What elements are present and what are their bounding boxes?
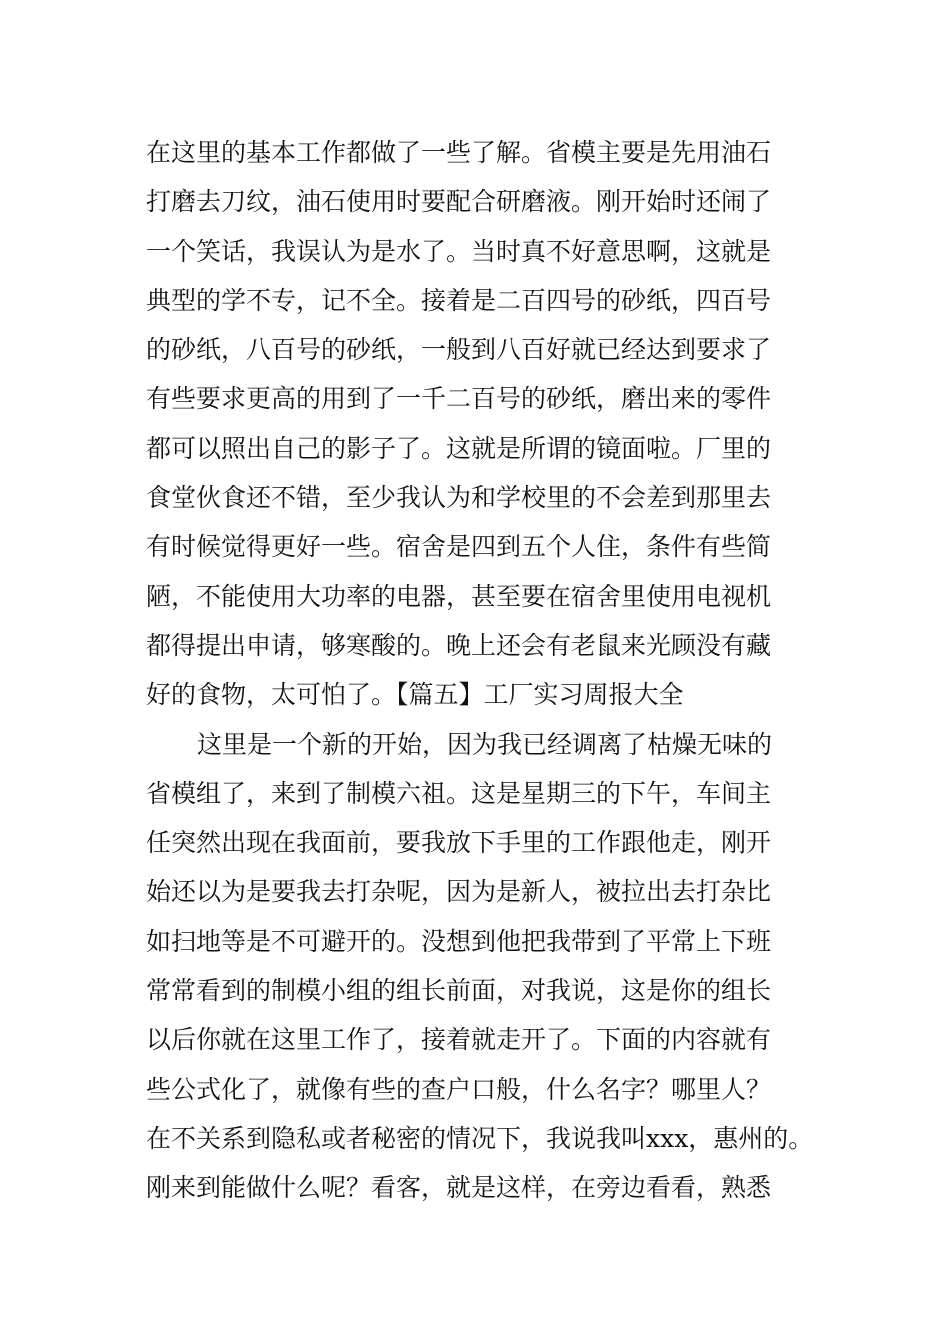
- text-line: 一个笑话，我误认为是水了。当时真不好意思啊，这就是: [146, 236, 772, 266]
- section-heading-line: 好的食物，太可怕了。【篇五】工厂实习周报大全: [146, 680, 684, 710]
- text-line: 都可以照出自己的影子了。这就是所谓的镜面啦。厂里的: [146, 433, 772, 463]
- text-line: 食堂伙食还不错，至少我认为和学校里的不会差到那里去: [146, 483, 772, 513]
- text-line: 有时候觉得更好一些。宿舍是四到五个人住，条件有些简: [146, 532, 772, 562]
- text-line: 在这里的基本工作都做了一些了解。省模主要是先用油石: [146, 138, 772, 167]
- text-line: 以后你就在这里工作了，接着就走开了。下面的内容就有: [146, 1025, 772, 1055]
- text-line: 些公式化了，就像有些的查户口般，什么名字？哪里人？: [146, 1074, 772, 1104]
- paragraph-first-line: 这里是一个新的开始，因为我已经调离了枯燥无味的: [197, 729, 773, 759]
- text-line: 打磨去刀纹，油石使用时要配合研磨液。刚开始时还闹了: [146, 187, 772, 217]
- text-line: 省模组了，来到了制模六祖。这是星期三的下午，车间主: [146, 778, 772, 808]
- text-line: 始还以为是要我去打杂呢，因为是新人，被拉出去打杂比: [146, 877, 772, 907]
- text-line: 典型的学不专，记不全。接着是二百四号的砂纸，四百号: [146, 285, 772, 315]
- text-line: 常常看到的制模小组的组长前面，对我说，这是你的组长: [146, 976, 772, 1006]
- text-line: 有些要求更高的用到了一千二百号的砂纸，磨出来的零件: [146, 384, 772, 414]
- text-line: 的砂纸，八百号的砂纸，一般到八百好就已经达到要求了: [146, 335, 772, 365]
- text-line: 任突然出现在我面前，要我放下手里的工作跟他走，刚开: [146, 828, 772, 858]
- text-line: 如扫地等是不可避开的。没想到他把我带到了平常上下班: [146, 926, 772, 956]
- text-line: 都得提出申请，够寒酸的。晚上还会有老鼠来光顾没有藏: [146, 630, 772, 660]
- text-line: 在不关系到隐私或者秘密的情况下，我说我叫xxx，惠州的。: [146, 1123, 814, 1153]
- document-body: [146, 128, 836, 1213]
- text-line: 刚来到能做什么呢？看客，就是这样，在旁边看看，熟悉: [146, 1173, 772, 1203]
- text-line: 陋，不能使用大功率的电器，甚至要在宿舍里使用电视机: [146, 581, 772, 611]
